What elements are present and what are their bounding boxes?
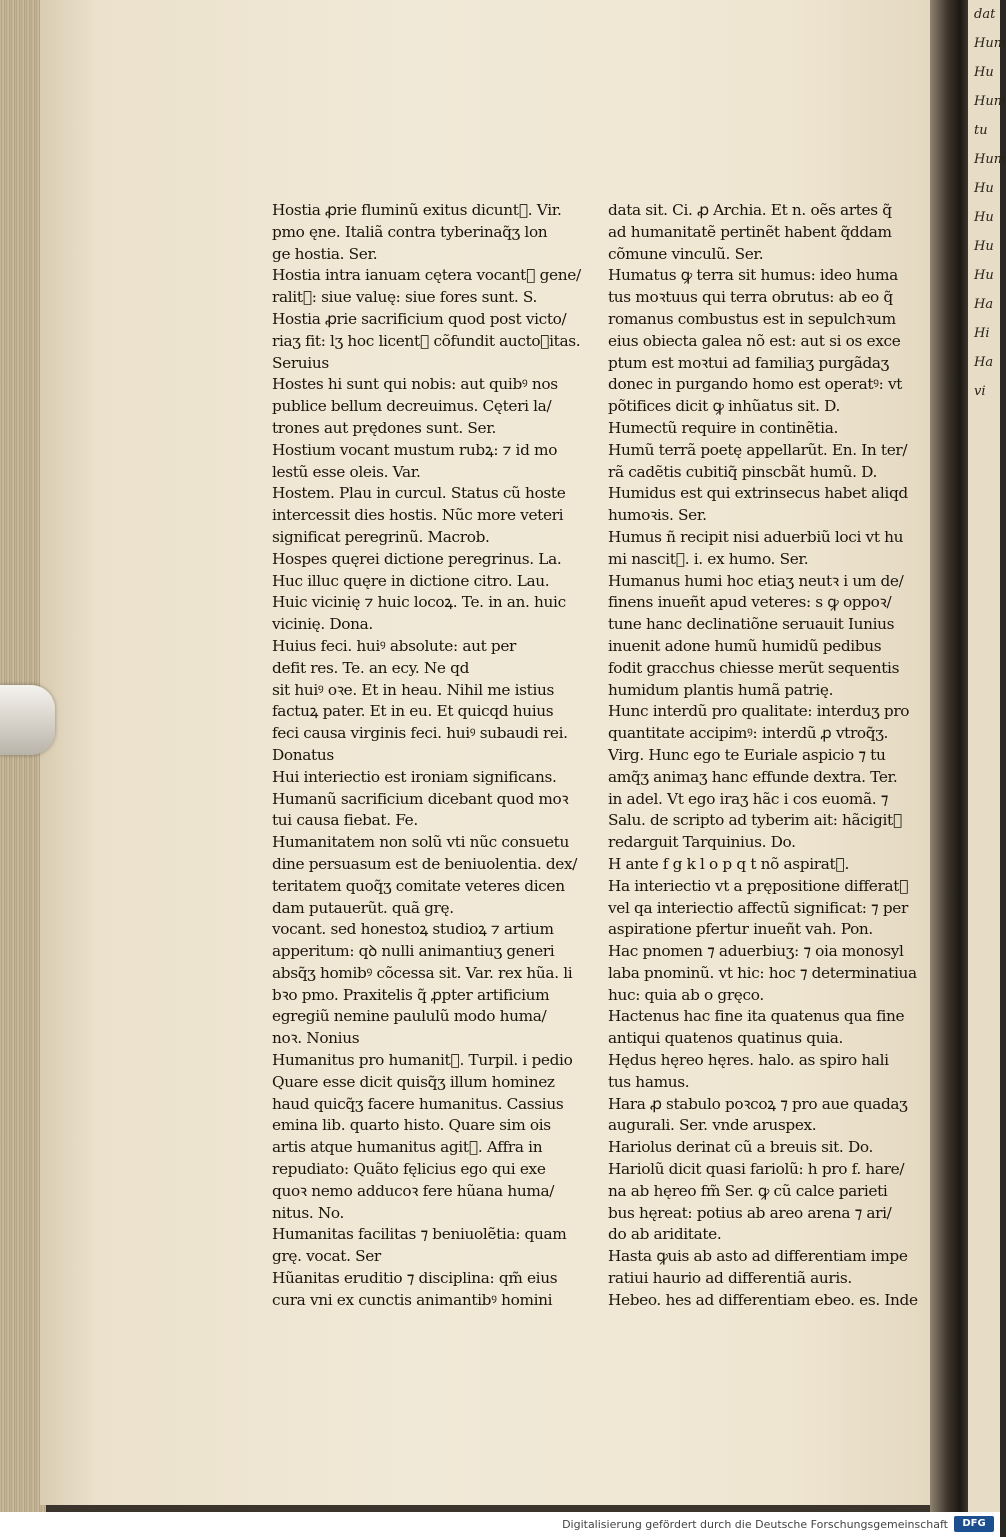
- dfg-logo: DFG: [954, 1516, 994, 1532]
- text-line: Hui interiectio est ironiam significans.: [272, 767, 557, 786]
- adjacent-page-text: Hum: [974, 152, 1006, 167]
- text-line: cura vni ex cunctis animantibꝰ homini: [272, 1290, 553, 1309]
- text-line: Ha interiectio vt a prępositione differat᷑: [608, 876, 909, 895]
- text-line: rã cadẽtis cubitiq̃ pinscbãt humũ. D.: [608, 462, 878, 481]
- left-text-column: [272, 200, 581, 1312]
- text-line: romanus combustus est in sepulchꝛum: [608, 309, 896, 328]
- text-line: riaʒ fit: lʒ hoc licent᷑ cõfundit auctoꝛitas.: [272, 331, 581, 350]
- text-line: laba pnominũ. vt hic: hoc ⁊ determinatiua: [608, 963, 917, 982]
- text-line: finens inueñt apud veteres: s ꝙ oppoꝛ/: [608, 593, 892, 612]
- text-line: repudiato: Quãto fęlicius ego qui exe: [272, 1160, 546, 1179]
- text-line: do ab ariditate.: [608, 1225, 722, 1244]
- text-line: Hospes quęrei dictione peregrinus. La.: [272, 549, 562, 568]
- text-line: Hostia intra ianuam cętera vocant᷑ gene/: [272, 266, 581, 285]
- text-line: tui causa fiebat. Fe.: [272, 811, 418, 830]
- adjacent-page-fragment: [968, 0, 1006, 1512]
- text-line: humoꝛis. Ser.: [608, 506, 707, 525]
- text-line: Hebeo. hes ad differentiam ebeo. es. Inde: [608, 1290, 918, 1309]
- text-line: Humanũ sacrificium dicebant quod moꝛ: [272, 789, 569, 808]
- footer-credit: Digitalisierung gefördert durch die Deutsche Forschungsgemeinschaft: [562, 1518, 948, 1531]
- right-text-column: [608, 200, 918, 1312]
- text-line: nitus. No.: [272, 1203, 345, 1222]
- text-line: significat peregrinũ. Macrob.: [272, 527, 490, 546]
- text-line: Hędus hęreo hęres. halo. as spiro hali: [608, 1051, 889, 1070]
- text-line: Salu. de scripto ad tyberim ait: hãcigit᷑: [608, 811, 903, 830]
- text-line: haud quicq̃ʒ facere humanitus. Cassius: [272, 1094, 564, 1113]
- adjacent-page-text: vi: [974, 384, 986, 399]
- text-line: Humanus humi hoc etiaʒ neutꝛ i um de/: [608, 571, 904, 590]
- text-line: publice bellum decreuimus. Cęteri la/: [272, 397, 552, 416]
- text-line: Hostes hi sunt qui nobis: aut quibꝰ nos: [272, 375, 558, 394]
- text-line: H ante f g k l o p q t nõ aspirat᷑.: [608, 854, 849, 873]
- adjacent-page-text: Hu: [974, 268, 994, 283]
- adjacent-page-text: Hum: [974, 94, 1006, 109]
- text-line: amq̃ʒ animaʒ hanc effunde dextra. Ter.: [608, 767, 898, 786]
- text-line: Hactenus hac fine ita quatenus qua fine: [608, 1007, 905, 1026]
- text-line: Huic vicinię ⁊ huic locoꝝ. Te. in an. huic: [272, 593, 566, 612]
- text-line: Hostium vocant mustum rubꝝ: ⁊ id mo: [272, 440, 558, 459]
- text-line: feci causa virginis feci. huiꝰ subaudi rei.: [272, 724, 568, 743]
- text-line: noꝛ. Nonius: [272, 1029, 360, 1048]
- text-line: artis atque humanitus agit᷑. Affra in: [272, 1138, 543, 1157]
- text-line: vel qa interiectio affectũ significat: ⁊ per: [608, 898, 908, 917]
- adjacent-page-text: Hu: [974, 65, 994, 80]
- text-line: Humidus est qui extrinsecus habet aliqd: [608, 484, 908, 503]
- text-line: data sit. Ci. ꝓ Archia. Et n. oẽs artes q̃: [608, 201, 892, 219]
- text-line: Hac pnomen ⁊ aduerbiuʒ: ⁊ oia monosyl: [608, 942, 904, 961]
- text-line: Hostem. Plau in curcul. Status cũ hoste: [272, 484, 566, 503]
- adjacent-page-text: Hu: [974, 210, 994, 225]
- text-line: trones aut prędones sunt. Ser.: [272, 418, 496, 437]
- text-line: Hunc interdũ pro qualitate: interduʒ pro: [608, 702, 910, 721]
- text-line: Hariolũ dicit quasi fariolũ: h pro f. hare/: [608, 1160, 905, 1179]
- text-line: apperitum: qꝺ nulli animantiuʒ generi: [272, 942, 555, 961]
- text-line: redarguit Tarquinius. Do.: [608, 833, 796, 852]
- text-line: Hariolus derinat cũ a breuis sit. Do.: [608, 1138, 873, 1157]
- text-line: Donatus: [272, 745, 334, 764]
- text-line: quantitate accipimꝰ: interdũ ꝓ vtroq̃ʒ.: [608, 724, 889, 743]
- text-line: Huc illuc quęre in dictione citro. Lau.: [272, 571, 550, 590]
- text-line: teritatem quoq̃ʒ comitate veteres dicen: [272, 876, 565, 895]
- text-line: Hũanitas eruditio ⁊ disciplina: qm̃ eius: [272, 1269, 558, 1288]
- text-line: ge hostia. Ser.: [272, 244, 378, 263]
- text-line: vicinię. Dona.: [272, 615, 373, 634]
- text-line: egregiũ nemine paululũ modo huma/: [272, 1007, 547, 1026]
- text-line: emina lib. quarto histo. Quare sim ois: [272, 1116, 551, 1135]
- adjacent-page-text: Hu: [974, 239, 994, 254]
- text-line: Hara ꝓ stabulo poꝛcoꝝ ⁊ pro aue quadaʒ: [608, 1094, 908, 1113]
- text-line: mi nascit᷑. i. ex humo. Ser.: [608, 549, 809, 568]
- text-line: põtifices dicit ꝙ inhũatus sit. D.: [608, 397, 841, 416]
- text-line: dine persuasum est de beniuolentia. dex/: [272, 854, 578, 873]
- text-line: eius obiecta galea nõ est: aut si os exce: [608, 331, 901, 350]
- digitization-footer: [0, 1512, 1000, 1537]
- adjacent-page-text: Ha: [974, 297, 994, 312]
- text-line: Humanitas facilitas ⁊ beniuolẽtia: quam: [272, 1225, 567, 1244]
- text-line: aspiratione pfertur inueñt vah. Pon.: [608, 920, 873, 939]
- text-line: vocant. sed honestoꝝ studioꝝ ⁊ artium: [272, 920, 554, 939]
- adjacent-page-text: Ha: [974, 355, 994, 370]
- page-clamp: [0, 685, 55, 755]
- text-line: tune hanc declinatiõne seruauit Iunius: [608, 615, 895, 634]
- text-line: augurali. Ser. vnde aruspex.: [608, 1116, 817, 1135]
- text-line: intercessit dies hostis. Nũc more veteri: [272, 506, 564, 525]
- text-line: lestũ esse oleis. Var.: [272, 462, 421, 481]
- text-line: bꝛo pmo. Praxitelis q̃ ꝓpter artificium: [272, 985, 550, 1004]
- text-line: Hostia ꝓrie fluminũ exitus dicunt᷑. Vir.: [272, 201, 562, 219]
- text-line: tus hamus.: [608, 1072, 690, 1091]
- text-line: Humatus ꝙ terra sit humus: ideo huma: [608, 266, 898, 285]
- text-line: humidum plantis humã patrię.: [608, 680, 834, 699]
- adjacent-page-text: dat: [974, 7, 996, 22]
- adjacent-page-text: Hi: [974, 326, 990, 341]
- text-line: Hasta ꝙuis ab asto ad differentiam impe: [608, 1247, 908, 1266]
- text-line: ptum est moꝛtui ad familiaʒ purgãdaʒ: [608, 353, 889, 372]
- text-line: bus hęreat: potius ab areo arena ⁊ ari/: [608, 1203, 892, 1222]
- text-line: Quare esse dicit quisq̃ʒ illum hominez: [272, 1072, 555, 1091]
- text-line: Humectũ require in continẽtia.: [608, 418, 839, 437]
- text-line: tus moꝛtuus qui terra obrutus: ab eo q̃: [608, 288, 893, 307]
- text-line: fodit gracchus chiesse merũt sequentis: [608, 658, 900, 677]
- text-line: ad humanitatẽ pertinẽt habent q̃ddam: [608, 222, 892, 241]
- adjacent-page-text: tu: [974, 123, 988, 138]
- adjacent-page-text: Hu: [974, 181, 994, 196]
- text-line: quoꝛ nemo adducoꝛ fere hũana huma/: [272, 1181, 555, 1200]
- text-line: donec in purgando homo est operatꝰ: vt: [608, 375, 903, 394]
- text-line: Seruius: [272, 353, 329, 372]
- text-line: inuenit adone humũ humidũ pedibus: [608, 636, 882, 655]
- text-line: ralit᷑: siue valuę: siue fores sunt. S.: [272, 288, 538, 307]
- text-line: cõmune vinculũ. Ser.: [608, 244, 764, 263]
- text-line: Humus ñ recipit nisi aduerbiũ loci vt hu: [608, 527, 904, 546]
- text-line: grę. vocat. Ser: [272, 1247, 381, 1266]
- text-line: in adel. Vt ego iraʒ hãc i cos euomã. ⁊: [608, 789, 889, 808]
- text-line: Huius feci. huiꝰ absolute: aut per: [272, 636, 517, 655]
- text-line: defit res. Te. an ecy. Ne qd: [272, 658, 470, 677]
- text-line: na ab hęreo fm̃ Ser. ꝙ cũ calce parieti: [608, 1181, 888, 1200]
- text-line: sit huiꝰ oꝛe. Et in heau. Nihil me istius: [272, 680, 555, 699]
- text-line: antiqui quatenos quatinus quia.: [608, 1029, 844, 1048]
- text-line: Virg. Hunc ego te Euriale aspicio ⁊ tu: [608, 745, 886, 764]
- text-line: Humanitatem non solũ vti nũc consuetu: [272, 833, 569, 852]
- text-line: ratiui haurio ad differentiã auris.: [608, 1269, 852, 1288]
- text-line: factuꝝ pater. Et in eu. Et quicqd huius: [272, 702, 554, 721]
- text-line: Humanitus pro humanit᷑. Turpil. i pedio: [272, 1051, 573, 1070]
- text-line: Humũ terrã poetę appellarũt. En. In ter/: [608, 440, 908, 459]
- text-line: Hostia ꝓrie sacrificium quod post victo/: [272, 309, 567, 328]
- text-line: huc: quia ab o gręco.: [608, 985, 764, 1004]
- text-line: pmo ęne. Italiã contra tyberinaq̃ʒ lon: [272, 222, 548, 241]
- text-line: dam putauerũt. quã grę.: [272, 898, 454, 917]
- text-line: absq̃ʒ homibꝰ cõcessa sit. Var. rex hũa. li: [272, 963, 573, 982]
- adjacent-page-text: Hum: [974, 36, 1006, 51]
